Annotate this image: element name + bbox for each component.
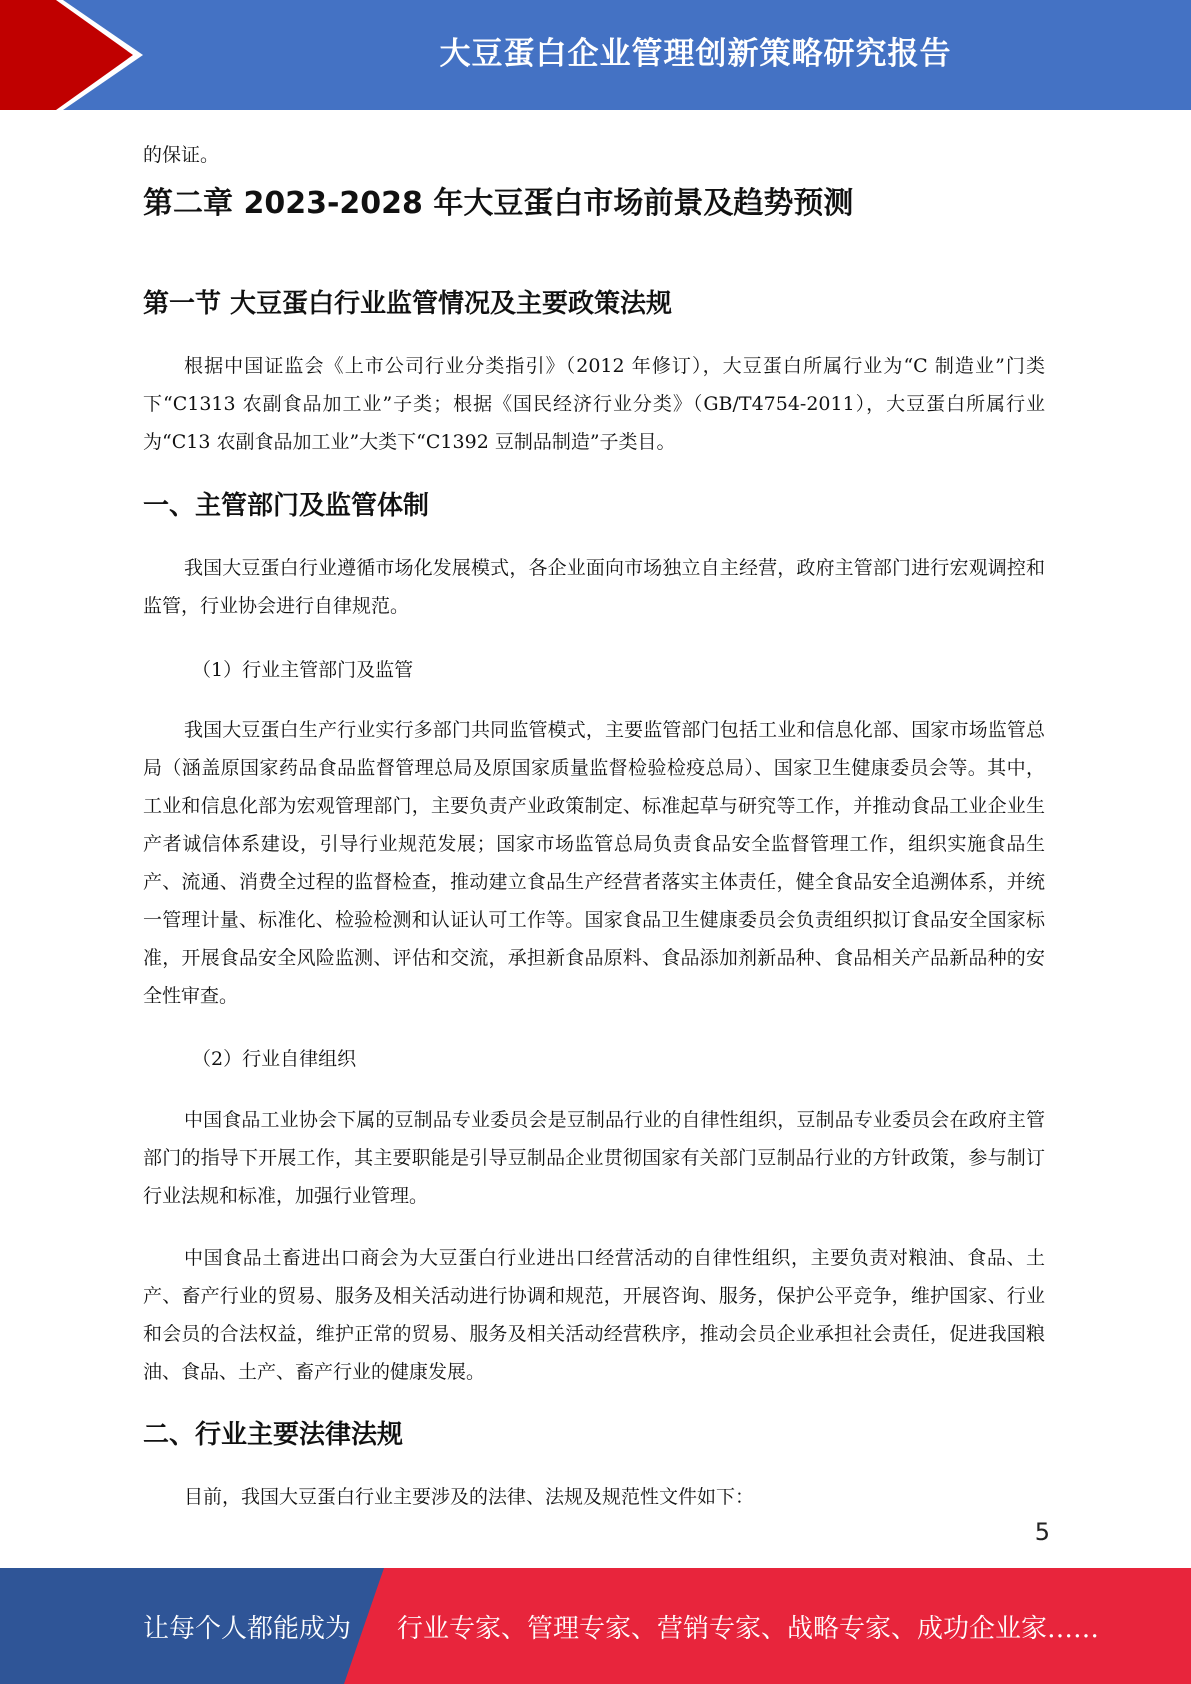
header-band [0, 0, 1191, 110]
subheading-authorities: （1）行业主管部门及监管 [192, 659, 414, 681]
intro-tail: 的保证。 [143, 144, 220, 166]
paragraph-laws: 目前，我国大豆蛋白行业主要涉及的法律、法规及规范性文件如下： [184, 1486, 755, 1508]
paragraph-regulation: 我国大豆蛋白行业遵循市场化发展模式，各企业面向市场独立自主经营，政府主管部门进行宏观调控和监管，行业协会进行自律规范。 [143, 557, 1045, 617]
paragraph-classification: 根据中国证监会《上市公司行业分类指引》（2012 年修订），大豆蛋白所属行业为“C 制造业”门类下“C1313 农副食品加工业”子类；根据《国民经济行业分类》（GB/T4754-2011），大豆蛋白所属行业为“C13 农副食品加工业”大类下“C1392 豆制品制造”子类目。 [143, 355, 1045, 453]
section-title: 第一节 大豆蛋白行业监管情况及主要政策法规 [143, 289, 673, 319]
chapter-title: 第二章 2023-2028 年大豆蛋白市场前景及趋势预测 [143, 186, 854, 221]
footer-band [0, 1568, 1191, 1684]
footer-slogan-right: 行业专家、管理专家、营销专家、战略专家、成功企业家…… [397, 1614, 1100, 1644]
paragraph-authorities: 我国大豆蛋白生产行业实行多部门共同监管模式，主要监管部门包括工业和信息化部、国家市场监管总局（涵盖原国家药品食品监督管理总局及原国家质量监督检验检疫总局）、国家卫生健康委员会等。其中，工业和信息化部为宏观管理部门，主要负责产业政策制定、标准起草与研究等工作，并推动食品工业企业生产者诚信体系建设，引导行业规范发展；国家市场监管总局负责食品安全监督管理工作，组织实施食品生产、流通、消费全过程的监督检查，推动建立食品生产经营者落实主体责任，健全食品安全追溯体系，并统一管理计量、标准化、检验检测和认证认可工作等。国家食品卫生健康委员会负责组织拟订食品安全国家标准，开展食品安全风险监测、评估和交流，承担新食品原料、食品添加剂新品种、食品相关产品新品种的安全性审查。 [143, 719, 1045, 1007]
paragraph-chamber: 中国食品土畜进出口商会为大豆蛋白行业进出口经营活动的自律性组织，主要负责对粮油、食品、土产、畜产行业的贸易、服务及相关活动进行协调和规范，开展咨询、服务，保护公平竞争，维护国家、行业和会员的合法权益，维护正常的贸易、服务及相关活动经营秩序，推动会员企业承担社会责任，促进我国粮油、食品、土产、畜产行业的健康发展。 [143, 1247, 1045, 1383]
report-title: 大豆蛋白企业管理创新策略研究报告 [439, 36, 952, 72]
page-number: 5 [1034, 1518, 1050, 1546]
paragraph-association: 中国食品工业协会下属的豆制品专业委员会是豆制品行业的自律性组织，豆制品专业委员会在政府主管部门的指导下开展工作，其主要职能是引导豆制品企业贯彻国家有关部门豆制品行业的方针政策，参与制订行业法规和标准，加强行业管理。 [143, 1109, 1045, 1207]
footer-slogan-left: 让每个人都能成为 [143, 1614, 352, 1644]
heading-laws: 二、行业主要法律法规 [143, 1420, 404, 1450]
heading-authorities: 一、主管部门及监管体制 [143, 491, 430, 521]
subheading-association: （2）行业自律组织 [192, 1048, 357, 1070]
header-arrow-decoration [0, 0, 160, 110]
